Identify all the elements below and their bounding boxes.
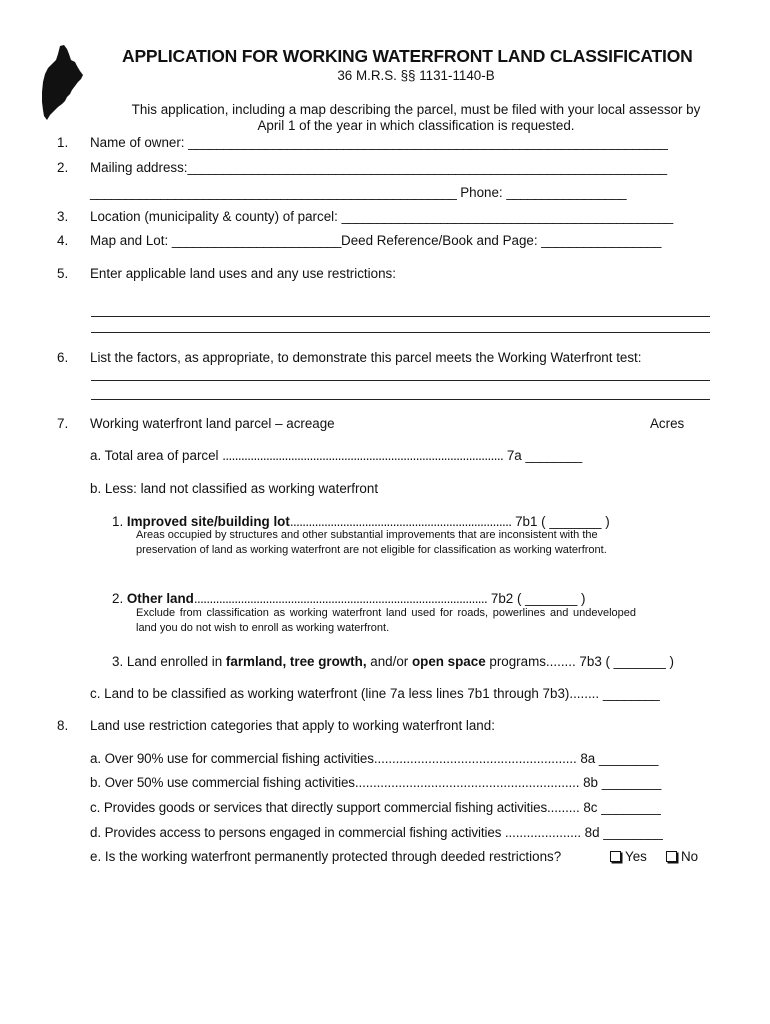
yes-label: Yes (625, 849, 647, 864)
line-8b[interactable] (90, 775, 661, 790)
line-7b2-label: Other land (126, 591, 194, 606)
item-number-1: 1. (57, 135, 69, 150)
line-8c-label: c. Provides goods or services that directly support commercial fishing activities......... (90, 800, 580, 815)
phone-blank[interactable]: _________________ (506, 185, 627, 200)
line-8c-code[interactable]: 8c ________ (579, 800, 661, 815)
mailing-blank[interactable]: ____________________________________________________________________ (187, 160, 667, 175)
map-lot-blank[interactable]: ________________________ (171, 233, 342, 248)
line-7c[interactable] (90, 686, 659, 701)
uses-label: Enter applicable land uses and any use restrictions: (90, 266, 396, 281)
line-8a-label: a. Over 90% use for commercial fishing activities........................................................ (90, 751, 577, 766)
maine-state-map-icon (40, 44, 84, 122)
line-7b3-bold-1: farmland, tree growth, (225, 654, 367, 669)
mailing-field[interactable] (90, 160, 667, 175)
filing-instruction: This application, including a map describing the parcel, must be filed with your local assessor by April 1 of the year in which classification is requested. (131, 102, 701, 133)
line-7a-blank[interactable]: ________ (525, 448, 582, 463)
line-7b2-note: Exclude from classification as working waterfront land used for roads, powerlines and undeveloped land you do not wish to enroll as working waterfront. (136, 607, 636, 634)
map-lot-label: Map and Lot: (90, 233, 172, 248)
line-7b-label: b. Less: land not classified as working waterfront (90, 481, 379, 496)
acreage-label: Working waterfront land parcel – acreage (90, 416, 335, 431)
line-7b2-leader: .............................................................................................. (193, 591, 488, 606)
line-7b3[interactable] (112, 654, 674, 669)
line-7b3-code[interactable]: 7b3 ( _______ ) (575, 654, 674, 669)
line-8a-code[interactable]: 8a ________ (576, 751, 659, 766)
restrict-label: Land use restriction categories that apply to working waterfront land: (90, 718, 495, 733)
yes-option[interactable] (610, 849, 647, 864)
statute-citation: 36 M.R.S. §§ 1131-1140-B (337, 68, 495, 83)
phone-label: Phone: (456, 185, 507, 200)
location-label: Location (municipality & county) of parcel: (90, 209, 342, 224)
line-7b1-number: 1. (112, 514, 127, 529)
line-7b2-code[interactable]: 7b2 ( _______ ) (487, 591, 586, 606)
form-title: APPLICATION FOR WORKING WATERFRONT LAND CLASSIFICATION (122, 46, 693, 66)
factors-label: List the factors, as appropriate, to demonstrate this parcel meets the Working Waterfront test: (90, 350, 642, 365)
factors-answer-line-2[interactable] (91, 399, 710, 400)
line-7b1[interactable] (112, 514, 610, 529)
line-8a[interactable] (90, 751, 659, 766)
line-7c-blank[interactable]: ________ (602, 686, 660, 701)
line-7a-leader: .......................................................................................... (222, 448, 504, 463)
line-7b3-text-post: programs........ (485, 654, 576, 669)
line-7c-label: c. Land to be classified as working waterfront (line 7a less lines 7b1 through 7b3)........ (90, 686, 600, 701)
line-7a-code: 7a (503, 448, 526, 463)
line-7b3-text-pre: Land enrolled in (126, 654, 226, 669)
item-number-5: 5. (57, 266, 69, 281)
item-number-4: 4. (57, 233, 69, 248)
line-8d[interactable] (90, 825, 663, 840)
line-7b1-leader: ....................................................................... (289, 514, 512, 529)
line-8b-code[interactable]: 8b ________ (579, 775, 662, 790)
owner-blank[interactable]: ____________________________________________________________________ (188, 135, 668, 150)
line-7b2-number: 2. (112, 591, 127, 606)
line-7b2[interactable] (112, 591, 585, 606)
item-number-3: 3. (57, 209, 69, 224)
location-blank[interactable]: _______________________________________________ (341, 209, 673, 224)
line-8b-label: b. Over 50% use commercial fishing activities.............................................................. (90, 775, 580, 790)
item-number-6: 6. (57, 350, 69, 365)
item-number-7: 7. (57, 416, 69, 431)
mailing-line2-field[interactable] (90, 185, 626, 200)
line-8c[interactable] (90, 800, 661, 815)
map-lot-field[interactable] (90, 233, 661, 248)
uses-answer-line-2[interactable] (91, 332, 710, 333)
no-label: No (681, 849, 699, 864)
owner-label: Name of owner: (90, 135, 189, 150)
mailing-line2-blank[interactable]: ____________________________________________________ (90, 185, 457, 200)
line-7b1-code[interactable]: 7b1 ( _______ ) (511, 514, 610, 529)
item-number-2: 2. (57, 160, 69, 175)
line-7b3-bold-2: open space (411, 654, 486, 669)
no-option[interactable] (666, 849, 698, 864)
location-field[interactable] (90, 209, 673, 224)
factors-answer-line-1[interactable] (91, 380, 710, 381)
line-7b1-label: Improved site/building lot (126, 514, 290, 529)
line-7a-label: a. Total area of parcel (90, 448, 223, 463)
line-8d-code[interactable]: 8d ________ (580, 825, 663, 840)
deed-blank[interactable]: _________________ (541, 233, 662, 248)
mailing-label: Mailing address: (90, 160, 188, 175)
line-7b3-text-mid: and/or (366, 654, 412, 669)
line-8e-label: e. Is the working waterfront permanently protected through deeded restrictions? (90, 849, 562, 864)
acres-column-header: Acres (650, 416, 685, 431)
uses-answer-line-1[interactable] (91, 316, 710, 317)
line-7b3-number: 3. (112, 654, 127, 669)
line-7a[interactable] (90, 448, 582, 463)
yes-checkbox[interactable] (610, 851, 621, 862)
deed-label: Deed Reference/Book and Page: (341, 233, 542, 248)
owner-field[interactable] (90, 135, 667, 150)
no-checkbox[interactable] (666, 851, 677, 862)
item-number-8: 8. (57, 718, 69, 733)
line-8d-label: d. Provides access to persons engaged in commercial fishing activities ..................... (90, 825, 581, 840)
line-7b1-note: Areas occupied by structures and other substantial improvements that are inconsistent with the preservation of land as working waterfront are not eligible for classification as working waterfront. (136, 529, 607, 556)
